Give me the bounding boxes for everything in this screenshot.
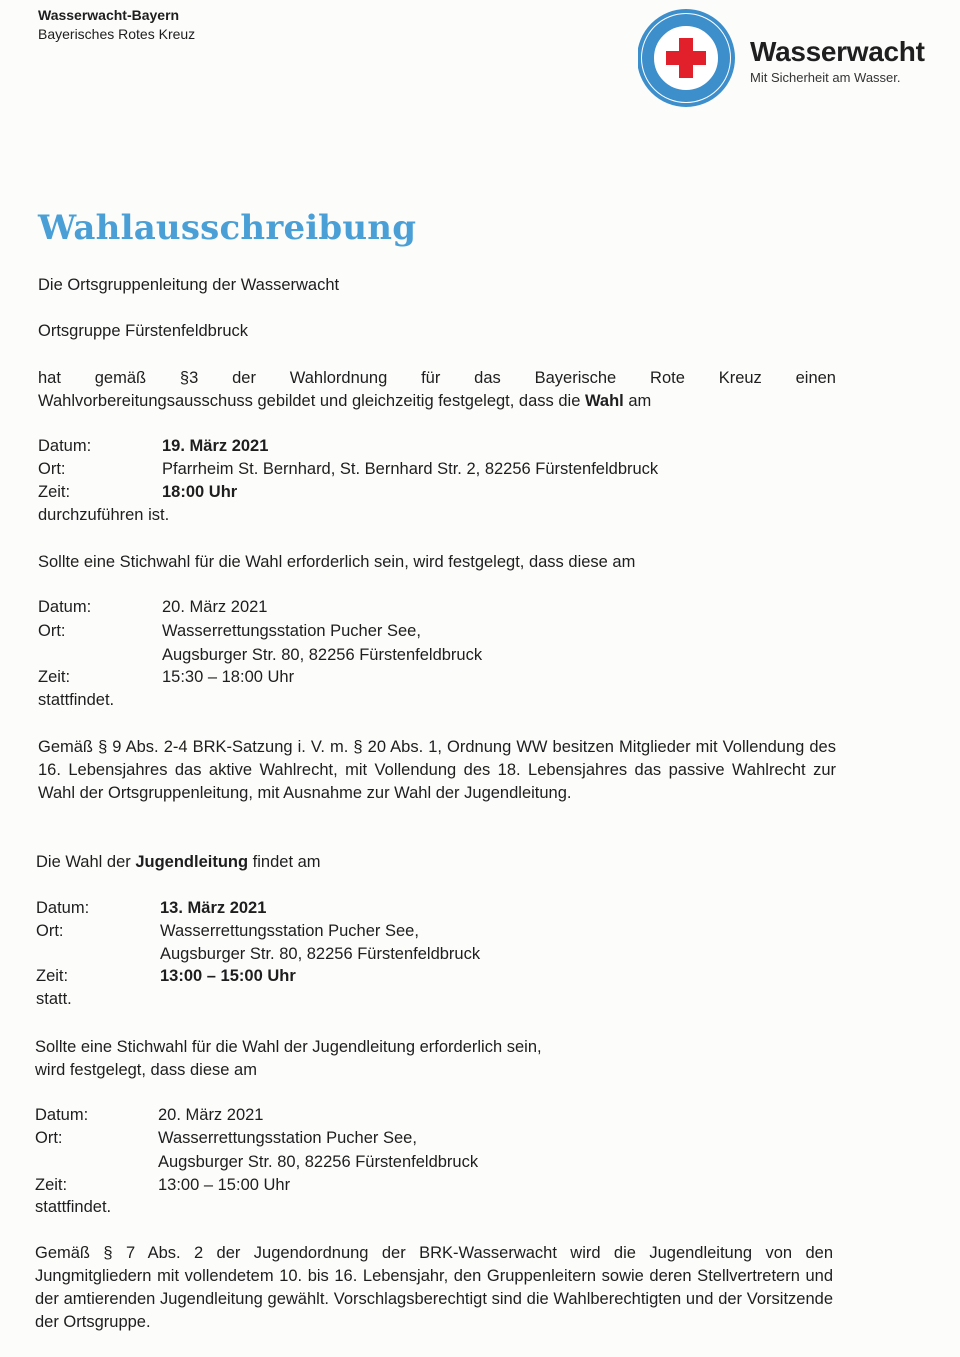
- organization-name: Wasserwacht-Bayern: [38, 7, 180, 23]
- logo-slogan: Mit Sicherheit am Wasser.: [750, 70, 901, 85]
- stichwahl-ort-label: Ort:: [38, 622, 66, 640]
- document-title: Wahlausschreibung: [38, 208, 417, 248]
- jugend-stichwahl-ort-line-1: Wasserrettungsstation Pucher See,: [158, 1129, 417, 1147]
- stichwahl-zeit-value: 15:30 – 18:00 Uhr: [162, 668, 295, 686]
- wahl-datum-label: Datum:: [38, 437, 92, 455]
- wahl-datum-value: 19. März 2021: [162, 437, 269, 455]
- jugend-stichwahl-closing: stattfindet.: [35, 1198, 112, 1216]
- intro-line-1: Die Ortsgruppenleitung der Wasserwacht: [38, 276, 340, 294]
- organization-header: [38, 6, 195, 44]
- stichwahl-ort-line-1: Wasserrettungsstation Pucher See,: [162, 622, 421, 640]
- wasserwacht-logo: [638, 8, 938, 108]
- jugend-zeit-label: Zeit:: [36, 967, 69, 985]
- intro-paragraph-line-2: Wahlvorbereitungsausschuss gebildet und gleichzeitig festgelegt, dass die Wahl am: [38, 392, 652, 410]
- organization-subtitle: Bayerisches Rotes Kreuz: [38, 26, 196, 42]
- jugend-closing: statt.: [36, 990, 72, 1008]
- jugendordnung-paragraph: Gemäß § 7 Abs. 2 der Jugendordnung der BRK-Wasserwacht wird die Jugendleitung von den Jungmitgliedern mit vollendetem 10. bis 16. Lebensjahr, den Gruppenleitern sowie deren Stellvertretern und der amtierenden Jugendleitung gewählt. Vorschlagsberechtigt sind die Wahlberechtigten und der Vorsitzende der Ortsgruppe.: [35, 1244, 833, 1331]
- stichwahl-zeit-label: Zeit:: [38, 668, 71, 686]
- wahl-ort-value: Pfarrheim St. Bernhard, St. Bernhard Str. 2, 82256 Fürstenfeldbruck: [162, 460, 659, 478]
- jugend-stichwahl-intro-line-1: Sollte eine Stichwahl für die Wahl der Jugendleitung erforderlich sein,: [35, 1038, 542, 1056]
- jugend-ort-line-1: Wasserrettungsstation Pucher See,: [160, 922, 419, 940]
- wahl-closing: durchzuführen ist.: [38, 506, 170, 524]
- logo-name: Wasserwacht: [750, 36, 925, 67]
- stichwahl-ort-line-2: Augsburger Str. 80, 82256 Fürstenfeldbruck: [162, 646, 483, 664]
- stichwahl-datum-label: Datum:: [38, 598, 92, 616]
- jugend-ort-label: Ort:: [36, 922, 64, 940]
- jugend-stichwahl-zeit-label: Zeit:: [35, 1176, 68, 1194]
- stichwahl-datum-value: 20. März 2021: [162, 598, 268, 616]
- wahl-zeit-value: 18:00 Uhr: [162, 483, 238, 501]
- jugend-stichwahl-intro-line-2: wird festgelegt, dass diese am: [35, 1061, 257, 1079]
- jugend-ort-line-2: Augsburger Str. 80, 82256 Fürstenfeldbruck: [160, 945, 481, 963]
- stichwahl-closing: stattfindet.: [38, 691, 115, 709]
- jugend-stichwahl-datum-label: Datum:: [35, 1106, 89, 1124]
- stichwahl-intro: Sollte eine Stichwahl für die Wahl erforderlich sein, wird festgelegt, dass diese am: [38, 553, 636, 571]
- jugend-stichwahl-zeit-value: 13:00 – 15:00 Uhr: [158, 1176, 291, 1194]
- jugend-stichwahl-ort-line-2: Augsburger Str. 80, 82256 Fürstenfeldbruck: [158, 1153, 479, 1171]
- intro-paragraph-line-1: hat gemäß §3 der Wahlordnung für das Bayerische Rote Kreuz einen: [38, 369, 836, 387]
- wahl-zeit-label: Zeit:: [38, 483, 71, 501]
- jugend-zeit-value: 13:00 – 15:00 Uhr: [160, 967, 296, 985]
- wahlrecht-paragraph: Gemäß § 9 Abs. 2-4 BRK-Satzung i. V. m. § 20 Abs. 1, Ordnung WW besitzen Mitglieder mit Vollendung des 16. Lebensjahres das aktive Wahlrecht, mit Vollendung des 18. Lebensjahres das passive Wahlrecht zur Wahl der Ortsgruppenleitung, mit Ausnahme zur Wahl der Jugendleitung.: [38, 738, 836, 802]
- wahl-ort-label: Ort:: [38, 460, 66, 478]
- red-cross-emblem-icon: [638, 8, 738, 108]
- intro-line-2: Ortsgruppe Fürstenfeldbruck: [38, 322, 249, 340]
- jugend-intro: Die Wahl der Jugendleitung findet am: [36, 853, 321, 871]
- jugend-datum-label: Datum:: [36, 899, 90, 917]
- jugend-stichwahl-ort-label: Ort:: [35, 1129, 63, 1147]
- jugend-datum-value: 13. März 2021: [160, 899, 267, 917]
- jugend-stichwahl-datum-value: 20. März 2021: [158, 1106, 264, 1124]
